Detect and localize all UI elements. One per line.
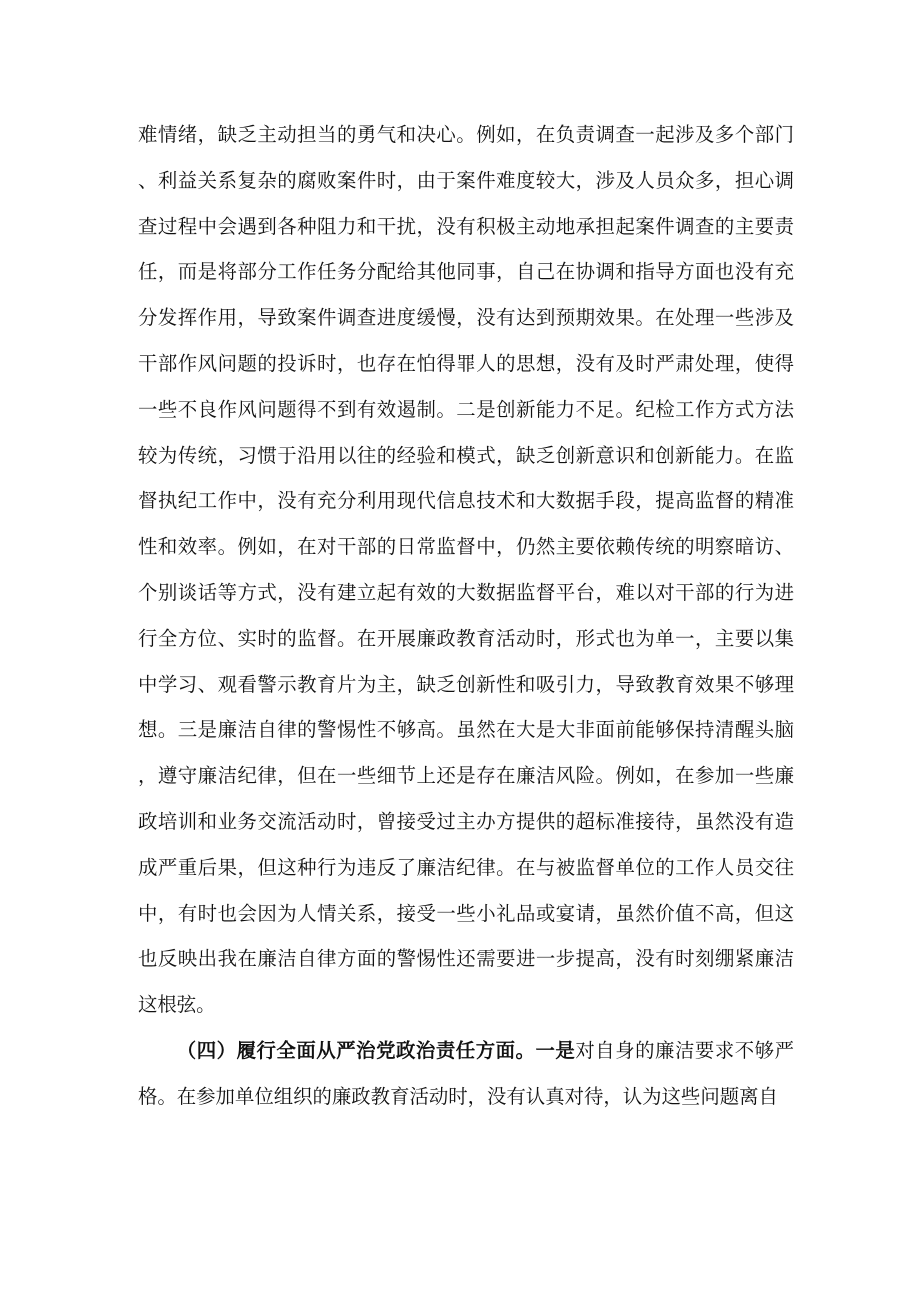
point-lead: 一是: [535, 1038, 576, 1062]
document-body: [138, 112, 794, 1120]
paragraph-continuation: [138, 112, 794, 1028]
paragraph-section-four: [138, 1028, 794, 1120]
paragraph-text: 难情绪，缺乏主动担当的勇气和决心。例如，在负责调查一起涉及多个部门、利益关系复杂的腐败案件时，由于案件难度较大，涉及人员众多，担心调查过程中会遇到各种阻力和干扰，没有积极主动地承担起案件调查的主要责任，而是将部分工作任务分配给其他同事，自己在协调和指导方面也没有充分发挥作用，导致案件调查进度缓慢，没有达到预期效果。在处理一些涉及干部作风问题的投诉时，也存在怕得罪人的思想，没有及时严肃处理，使得一些不良作风问题得不到有效遏制。二是创新能力不足。纪检工作方式方法较为传统，习惯于沿用以往的经验和模式，缺乏创新意识和创新能力。在监督执纪工作中，没有充分利用现代信息技术和大数据手段，提高监督的精准性和效率。例如，在对干部的日常监督中，仍然主要依赖传统的明察暗访、个别谈话等方式，没有建立起有效的大数据监督平台，难以对干部的行为进行全方位、实时的监督。在开展廉政教育活动时，形式也为单一，主要以集中学习、观看警示教育片为主，缺乏创新性和吸引力，导致教育效果不够理想。三是廉洁自律的警惕性不够高。虽然在大是大非面前能够保持清醒头脑，遵守廉洁纪律，但在一些细节上还是存在廉洁风险。例如，在参加一些廉政培训和业务交流活动时，曾接受过主办方提供的超标准接待，虽然没有造成严重后果，但这种行为违反了廉洁纪律。在与被监督单位的工作人员交往中，有时也会因为人情关系，接受一些小礼品或宴请，虽然价值不高，但这也反映出我在廉洁自律方面的警惕性还需要进一步提高，没有时刻绷紧廉洁这根弦。: [138, 123, 794, 1017]
paragraph-text: 对自身的廉洁要求不够严格。在参加单位组织的廉政教育活动时，没有认真对待，认为这些问题离自: [138, 1038, 795, 1108]
section-heading: （四）履行全面从严治党政治责任方面。: [176, 1038, 536, 1062]
